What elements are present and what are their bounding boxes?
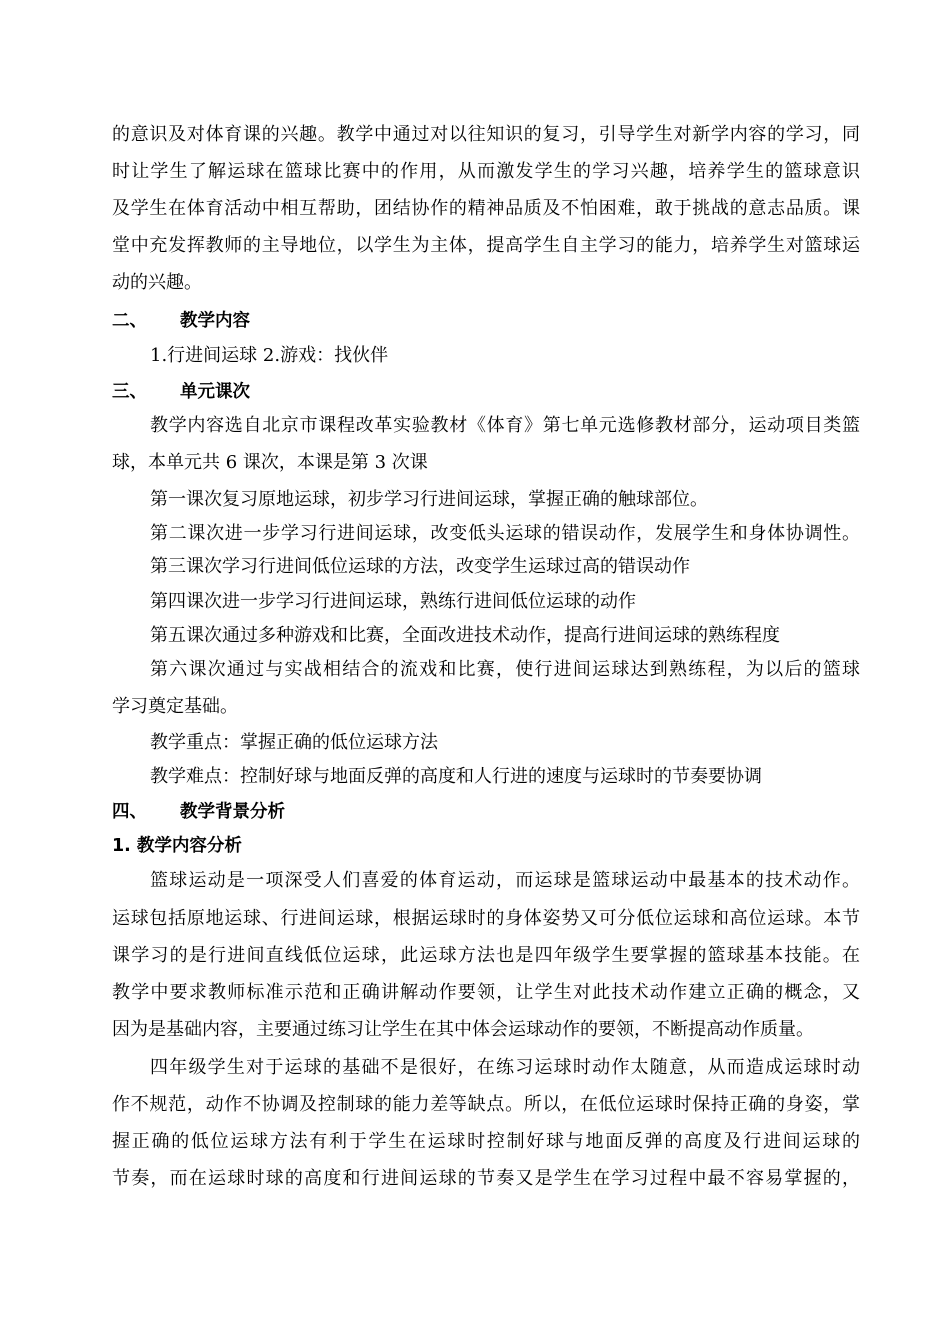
paragraph-line: 学习奠定基础。	[112, 696, 238, 717]
section-title: 单元课次	[180, 382, 250, 402]
paragraph-line: 教学中要求教师标准示范和正确讲解动作要领，让学生对此技术动作建立正确的概念，又	[112, 982, 860, 1003]
paragraph-line: 第四课次进一步学习行进间运球，熟练行进间低位运球的动作	[150, 591, 636, 612]
paragraph-line: 作不规范，动作不协调及控制球的能力差等缺点。所以，在低位运球时保持正确的身姿，掌	[112, 1094, 860, 1115]
subsection-heading: 1. 教学内容分析	[112, 836, 242, 856]
paragraph-line: 第一课次复习原地运球，初步学习行进间运球，掌握正确的触球部位。	[150, 489, 708, 510]
paragraph-line: 的意识及对体育课的兴趣。教学中通过对以往知识的复习，引导学生对新学内容的学习，同	[112, 124, 860, 145]
paragraph-line: 篮球运动是一项深受人们喜爱的体育运动，而运球是篮球运动中最基本的技术动作。	[150, 870, 860, 891]
paragraph-line: 第二课次进一步学习行进间运球，改变低头运球的错误动作，发展学生和身体协调性。	[150, 523, 860, 544]
section-title: 教学背景分析	[180, 802, 285, 822]
paragraph-line: 动的兴趣。	[112, 272, 202, 293]
paragraph-line: 第六课次通过与实战相结合的流戏和比赛，使行进间运球达到熟练程，为以后的篮球	[150, 659, 860, 680]
paragraph-line: 节奏，而在运球时球的高度和行进间运球的节奏又是学生在学习过程中最不容易掌握的，	[112, 1168, 860, 1189]
section-title: 教学内容	[180, 311, 250, 331]
section-number: 四、	[112, 802, 147, 822]
paragraph-line: 球，本单元共 6 课次，本课是第 3 次课	[112, 452, 428, 473]
section-heading-3	[112, 375, 860, 409]
section-number: 二、	[112, 311, 147, 331]
paragraph-line: 教学内容选自北京市课程改革实验教材《体育》第七单元选修教材部分，运动项目类篮	[150, 415, 860, 436]
paragraph-line: 第三课次学习行进间低位运球的方法，改变学生运球过高的错误动作	[150, 556, 690, 577]
section-heading-2	[112, 304, 860, 338]
paragraph-line: 教学重点：掌握正确的低位运球方法	[150, 732, 438, 753]
paragraph-line: 堂中充发挥教师的主导地位，以学生为主体，提高学生自主学习的能力，培养学生对篮球运	[112, 235, 860, 256]
paragraph-line: 课学习的是行进间直线低位运球，此运球方法也是四年级学生要掌握的篮球基本技能。在	[112, 945, 860, 966]
paragraph-line: 四年级学生对于运球的基础不是很好，在练习运球时动作太随意，从而造成运球时动	[150, 1057, 860, 1078]
section-number: 三、	[112, 382, 147, 402]
paragraph-line: 及学生在体育活动中相互帮助，团结协作的精神品质及不怕困难，敢于挑战的意志品质。课	[112, 198, 860, 219]
paragraph-line: 教学难点：控制好球与地面反弹的高度和人行进的速度与运球时的节奏要协调	[150, 766, 762, 787]
paragraph-line: 时让学生了解运球在篮球比赛中的作用，从而激发学生的学习兴趣，培养学生的篮球意识	[112, 161, 860, 182]
paragraph-line: 握正确的低位运球方法有利于学生在运球时控制好球与地面反弹的高度及行进间运球的	[112, 1131, 860, 1152]
paragraph-line: 第五课次通过多种游戏和比赛，全面改进技术动作，提高行进间运球的熟练程度	[150, 625, 780, 646]
section-heading-4	[112, 795, 860, 829]
paragraph-line: 1.行进间运球 2.游戏：找伙伴	[150, 345, 389, 366]
paragraph-line: 运球包括原地运球、行进间运球，根据运球时的身体姿势又可分低位运球和高位运球。本节	[112, 908, 860, 929]
paragraph-line: 因为是基础内容，主要通过练习让学生在其中体会运球动作的要领，不断提高动作质量。	[112, 1019, 814, 1040]
